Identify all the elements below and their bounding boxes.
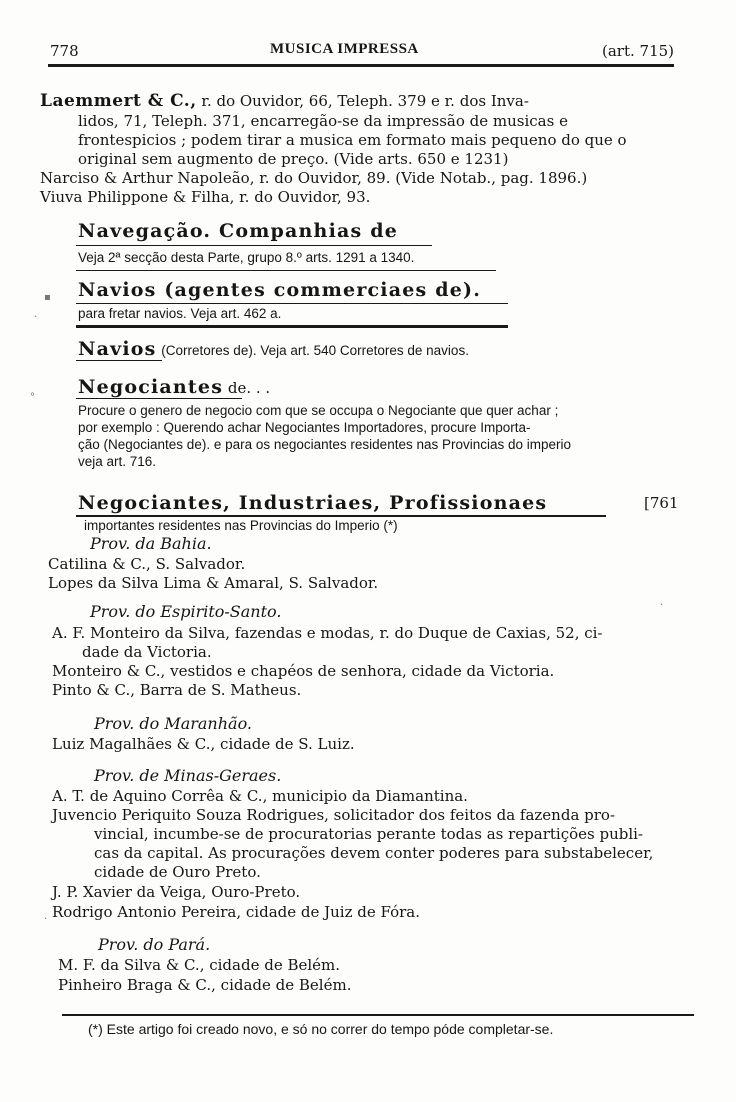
scan-speck: · (660, 600, 664, 611)
province-entry: Luiz Magalhães & C., cidade de S. Luiz. (52, 735, 355, 753)
scan-speck: ▪ (44, 292, 51, 303)
section-reference: (art. 715) (602, 42, 675, 60)
entry-laemmert-line: r. do Ouvidor, 66, Teleph. 379 e r. dos Inva- (201, 92, 529, 110)
section-subtitle: importantes residentes nas Provincias do Imperio (*) (84, 518, 398, 533)
entry-narciso: Narciso & Arthur Napoleão, r. do Ouvidor, 89. (Vide Notab., pag. 1896.) (40, 169, 588, 187)
heading-underline (76, 303, 508, 304)
entry-laemmert-line: frontespicios ; podem tirar a musica em formato mais pequeno do que o (78, 131, 627, 149)
heading-underline (76, 398, 242, 399)
header-rule (48, 64, 674, 67)
heading-negociantes-industriaes: Negociantes, Industriaes, Profissionaes (78, 492, 548, 514)
province-entry: J. P. Xavier da Veiga, Ouro-Preto. (52, 883, 301, 901)
province-entry: Rodrigo Antonio Pereira, cidade de Juiz de Fóra. (52, 903, 421, 921)
negociantes-suffix: de. . . (227, 379, 271, 397)
section-rule (76, 325, 508, 328)
province-entry: dade da Victoria. (82, 643, 212, 661)
entry-navios-corretores (78, 340, 469, 360)
province-entry: M. F. da Silva & C., cidade de Belém. (58, 956, 341, 974)
entry-negociantes (78, 378, 270, 397)
navios-corretores-text: (Corretores de). Veja art. 540 Corretores de navios. (161, 343, 469, 358)
province-entry: A. F. Monteiro da Silva, fazendas e modas, r. do Duque de Caxias, 52, ci- (52, 624, 603, 642)
footnote: (*) Este artigo foi creado novo, e só no correr do tempo póde completar-se. (88, 1021, 554, 1037)
heading-underline (76, 360, 162, 361)
province-heading: Prov. do Maranhão. (94, 714, 253, 733)
negociantes-line: Procure o genero de negocio com que se occupa o Negociante que quer achar ; (78, 403, 559, 418)
province-entry: Juvencio Periquito Souza Rodrigues, solicitador dos feitos da fazenda pro- (52, 806, 616, 824)
heading-navios-corretores: Navios (78, 338, 157, 360)
negociantes-line: por exemplo : Querendo achar Negociantes Importadores, procure Importa- (78, 420, 531, 435)
province-entry: vincial, incumbe-se de procuratorias perante todas as repartições publi- (94, 825, 643, 843)
page-number: 778 (50, 42, 79, 60)
entry-philippone: Viuva Philippone & Filha, r. do Ouvidor, 93. (40, 188, 371, 206)
scan-speck: ° (30, 392, 35, 403)
province-entry: Pinto & C., Barra de S. Matheus. (52, 681, 302, 699)
province-entry: Monteiro & C., vestidos e chapéos de senhora, cidade da Victoria. (52, 662, 555, 680)
entry-laemmert-name: Laemmert & C., (40, 91, 197, 111)
province-entry: A. T. de Aquino Corrêa & C., municipio da Diamantina. (52, 787, 468, 805)
scan-speck: · (34, 312, 38, 323)
province-heading: Prov. da Bahia. (90, 534, 212, 553)
province-entry: Lopes da Silva Lima & Amaral, S. Salvador. (48, 574, 379, 592)
scan-speck: · (44, 914, 48, 925)
navios-agentes-text: para fretar navios. Veja art. 462 a. (78, 306, 282, 321)
heading-navios-agentes: Navios (agentes commerciaes de). (78, 279, 482, 301)
province-heading: Prov. do Pará. (98, 935, 211, 954)
footnote-rule (62, 1014, 694, 1016)
province-entry: cas da capital. As procurações devem conter poderes para substabelecer, (94, 844, 654, 862)
entry-laemmert (40, 92, 529, 110)
province-heading: Prov. de Minas-Geraes. (94, 766, 282, 785)
negociantes-line: ção (Negociantes de). e para os negociantes residentes nas Provincias do imperio (78, 437, 572, 452)
page-title: MUSICA IMPRESSA (270, 41, 419, 57)
province-entry: Catilina & C., S. Salvador. (48, 555, 246, 573)
entry-laemmert-line: original sem augmento de preço. (Vide arts. 650 e 1231) (78, 150, 509, 168)
section-rule (76, 270, 496, 271)
heading-underline (76, 245, 432, 246)
province-entry: Pinheiro Braga & C., cidade de Belém. (58, 976, 352, 994)
province-heading: Prov. do Espirito-Santo. (90, 602, 282, 621)
entry-laemmert-line: lidos, 71, Teleph. 371, encarregão-se da impressão de musicas e (78, 112, 568, 130)
heading-navegacao: Navegação. Companhias de (78, 220, 398, 242)
navegacao-text: Veja 2ª secção desta Parte, grupo 8.º arts. 1291 a 1340. (78, 250, 415, 265)
heading-negociantes: Negociantes (78, 376, 224, 398)
province-entry: cidade de Ouro Preto. (94, 863, 261, 881)
negociantes-line: veja art. 716. (78, 454, 157, 469)
article-number: [761 (644, 494, 679, 512)
